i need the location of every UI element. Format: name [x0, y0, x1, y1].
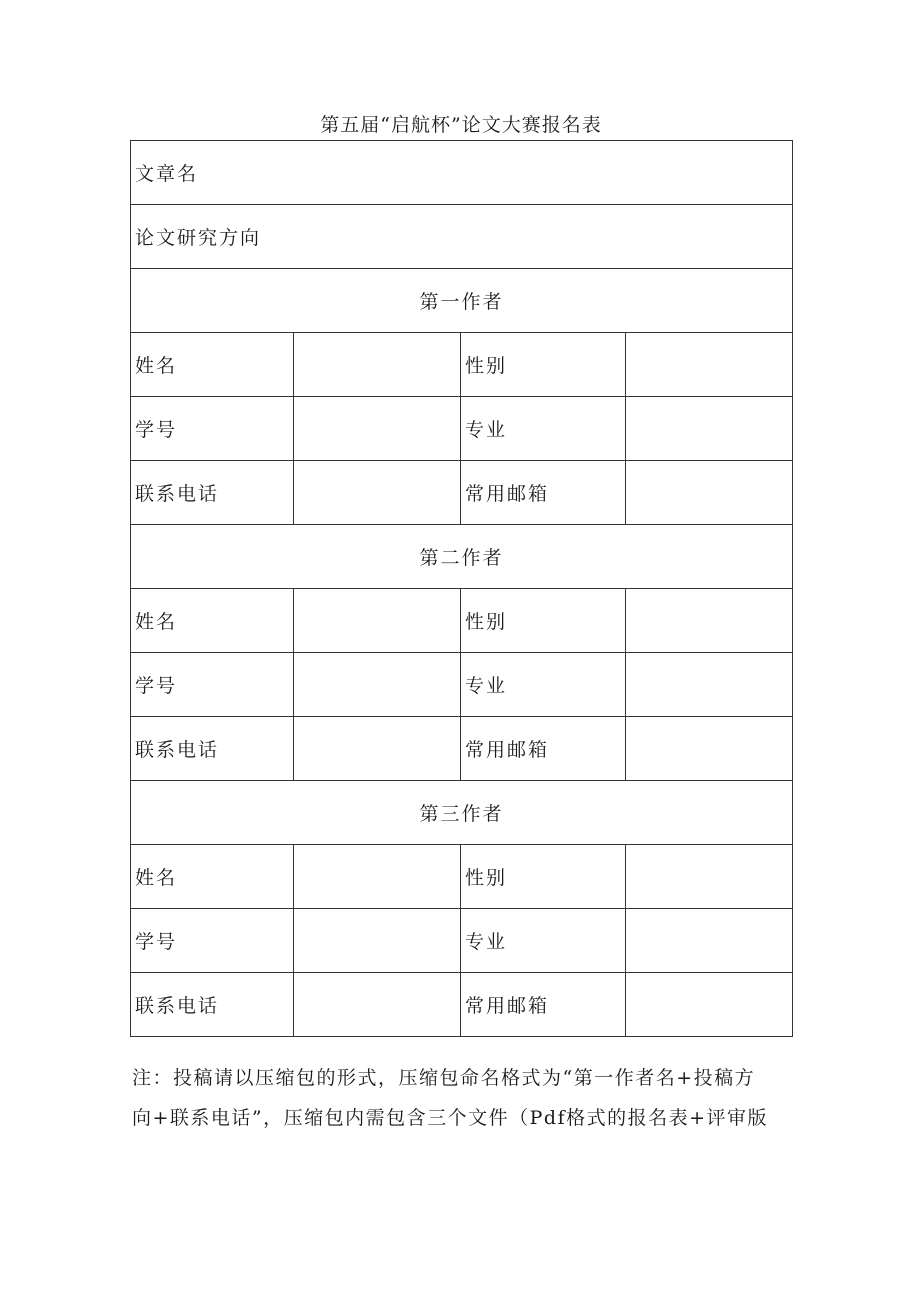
- author-2-id-row: [131, 653, 793, 717]
- author-1-contact-row: [131, 461, 793, 525]
- note-line-1: 注：投稿请以压缩包的形式，压缩包命名格式为“第一作者名+投稿方: [132, 1067, 756, 1089]
- author-3-phone-label: 联系电话: [131, 973, 294, 1037]
- author-2-name-label: 姓名: [131, 589, 294, 653]
- author-3-id-row: [131, 909, 793, 973]
- author-1-email-field[interactable]: [626, 461, 793, 525]
- author-1-phone-field[interactable]: [294, 461, 461, 525]
- author-1-major-field[interactable]: [626, 397, 793, 461]
- form-title: 第五届“启航杯”论文大赛报名表: [320, 114, 602, 136]
- note-line-2: 向+联系电话”，压缩包内需包含三个文件（Pdf格式的报名表+评审版: [132, 1107, 769, 1129]
- author-3-heading-row: [131, 781, 793, 845]
- author-3-heading: 第三作者: [131, 781, 793, 845]
- author-1-name-row: [131, 333, 793, 397]
- author-1-heading: 第一作者: [131, 269, 793, 333]
- author-1-major-label: 专业: [461, 397, 626, 461]
- author-2-gender-label: 性别: [461, 589, 626, 653]
- author-2-student-id-field[interactable]: [294, 653, 461, 717]
- author-1-student-id-field[interactable]: [294, 397, 461, 461]
- article-name-label: 文章名: [131, 141, 793, 205]
- author-2-email-label: 常用邮箱: [461, 717, 626, 781]
- author-3-email-field[interactable]: [626, 973, 793, 1037]
- registration-form-table: [130, 140, 793, 1037]
- author-2-name-field[interactable]: [294, 589, 461, 653]
- author-3-major-field[interactable]: [626, 909, 793, 973]
- author-3-gender-field[interactable]: [626, 845, 793, 909]
- author-1-gender-label: 性别: [461, 333, 626, 397]
- author-2-gender-field[interactable]: [626, 589, 793, 653]
- author-1-id-row: [131, 397, 793, 461]
- author-3-email-label: 常用邮箱: [461, 973, 626, 1037]
- author-1-gender-field[interactable]: [626, 333, 793, 397]
- author-3-name-row: [131, 845, 793, 909]
- author-2-name-row: [131, 589, 793, 653]
- author-3-major-label: 专业: [461, 909, 626, 973]
- research-direction-row: [131, 205, 793, 269]
- author-3-contact-row: [131, 973, 793, 1037]
- author-2-major-label: 专业: [461, 653, 626, 717]
- author-1-heading-row: [131, 269, 793, 333]
- author-2-contact-row: [131, 717, 793, 781]
- author-3-gender-label: 性别: [461, 845, 626, 909]
- author-2-heading: 第二作者: [131, 525, 793, 589]
- article-name-row: [131, 141, 793, 205]
- author-2-phone-field[interactable]: [294, 717, 461, 781]
- author-2-student-id-label: 学号: [131, 653, 294, 717]
- author-1-phone-label: 联系电话: [131, 461, 294, 525]
- research-direction-label: 论文研究方向: [131, 205, 793, 269]
- author-3-student-id-label: 学号: [131, 909, 294, 973]
- submission-note: [132, 1058, 794, 1138]
- author-1-email-label: 常用邮箱: [461, 461, 626, 525]
- author-1-name-field[interactable]: [294, 333, 461, 397]
- author-2-email-field[interactable]: [626, 717, 793, 781]
- author-1-student-id-label: 学号: [131, 397, 294, 461]
- author-1-name-label: 姓名: [131, 333, 294, 397]
- author-3-student-id-field[interactable]: [294, 909, 461, 973]
- author-2-phone-label: 联系电话: [131, 717, 294, 781]
- author-2-major-field[interactable]: [626, 653, 793, 717]
- author-3-phone-field[interactable]: [294, 973, 461, 1037]
- author-3-name-label: 姓名: [131, 845, 294, 909]
- author-3-name-field[interactable]: [294, 845, 461, 909]
- author-2-heading-row: [131, 525, 793, 589]
